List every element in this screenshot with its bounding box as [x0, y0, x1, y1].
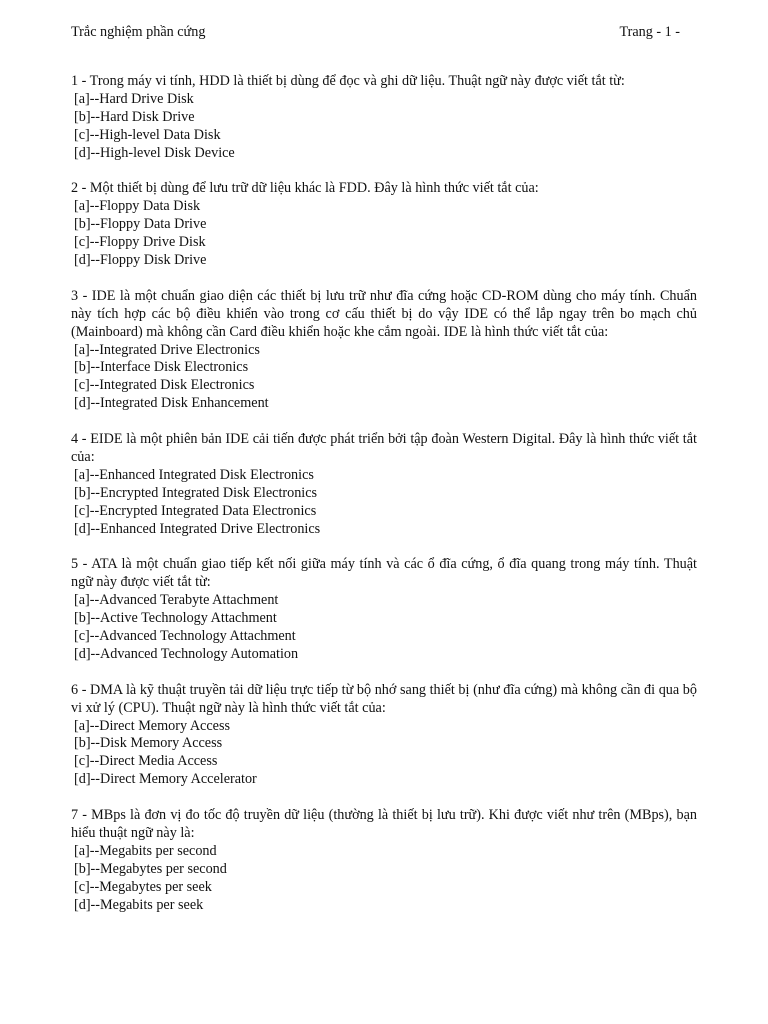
option-b: [b]--Megabytes per second: [74, 860, 227, 877]
option-a: [a]--Hard Drive Disk: [74, 90, 194, 107]
option-b: [b]--Active Technology Attachment: [74, 610, 277, 627]
option-a: [a]--Enhanced Integrated Disk Electronics: [74, 466, 314, 483]
option-d: [d]--Floppy Disk Drive: [74, 252, 207, 269]
option-b: [b]--Encrypted Integrated Disk Electronics: [74, 484, 318, 501]
option-d: [d]--Megabits per seek: [74, 896, 204, 913]
page-header: [71, 24, 680, 42]
option-b: [b]--Floppy Data Drive: [74, 216, 207, 233]
question-text: 3 - IDE là một chuẩn giao diện các thiết bị lưu trữ như đĩa cứng hoặc CD-ROM dùng cho máy tính. Chuẩn này tích hợp các bộ điều khiển vào trong cơ cấu thiết bị do vậy IDE có thể lắp ngay trên bo mạch chủ (Mainboard) mà không cần Card điều khiển hoặc khe cắm ngoài. IDE là hình thức viết tắt của:: [71, 287, 697, 340]
question-2: [71, 180, 697, 270]
option-c: [c]--Floppy Drive Disk: [74, 234, 206, 251]
option-b: [b]--Hard Disk Drive: [74, 108, 195, 125]
option-a: [a]--Floppy Data Disk: [74, 198, 201, 215]
option-c: [c]--Advanced Technology Attachment: [74, 628, 296, 645]
option-a: [a]--Direct Memory Access: [74, 717, 230, 734]
option-d: [d]--High-level Disk Device: [74, 144, 235, 161]
question-text: 1 - Trong máy vi tính, HDD là thiết bị dùng để đọc và ghi dữ liệu. Thuật ngữ này được viết tắt từ:: [71, 73, 625, 89]
question-text: 7 - MBps là đơn vị đo tốc độ truyền dữ liệu (thường là thiết bị lưu trữ). Khi được viết như trên (MBps), bạn hiểu thuật ngữ này là:: [71, 807, 697, 841]
option-b: [b]--Interface Disk Electronics: [74, 359, 249, 376]
option-c: [c]--Encrypted Integrated Data Electronics: [74, 502, 317, 519]
question-text: 5 - ATA là một chuẩn giao tiếp kết nối giữa máy tính và các ổ đĩa cứng, ổ đĩa quang trong máy tính. Thuật ngữ này được viết tắt từ:: [71, 556, 697, 591]
document-title: Trắc nghiệm phần cứng: [71, 24, 206, 40]
question-text: 6 - DMA là kỹ thuật truyền tải dữ liệu trực tiếp từ bộ nhớ sang thiết bị (như đĩa cứng) mà không cần đi qua bộ vi xử lý (CPU). Thuật ngữ này là hình thức viết tắt của:: [71, 681, 697, 716]
question-text: 4 - EIDE là một phiên bản IDE cải tiến được phát triển bởi tập đoàn Western Digital. Đây là hình thức viết tắt của:: [71, 431, 697, 465]
question-7: [71, 807, 697, 914]
question-list: [71, 73, 697, 932]
option-a: [a]--Integrated Drive Electronics: [74, 341, 260, 358]
option-c: [c]--Integrated Disk Electronics: [74, 377, 255, 394]
option-a: [a]--Advanced Terabyte Attachment: [74, 592, 279, 609]
question-text: 2 - Một thiết bị dùng để lưu trữ dữ liệu khác là FDD. Đây là hình thức viết tắt của:: [71, 180, 539, 197]
option-b: [b]--Disk Memory Access: [74, 735, 223, 752]
question-6: [71, 682, 697, 789]
option-d: [d]--Advanced Technology Automation: [74, 645, 299, 662]
option-d: [d]--Direct Memory Accelerator: [74, 771, 257, 788]
option-a: [a]--Megabits per second: [74, 842, 217, 859]
option-d: [d]--Integrated Disk Enhancement: [74, 395, 269, 412]
question-1: [71, 73, 697, 163]
option-c: [c]--High-level Data Disk: [74, 126, 221, 143]
question-3: [71, 288, 697, 413]
page-number: Trang - 1 -: [619, 24, 680, 40]
question-5: [71, 556, 697, 663]
option-d: [d]--Enhanced Integrated Drive Electronics: [74, 520, 321, 537]
option-c: [c]--Direct Media Access: [74, 753, 218, 770]
question-4: [71, 431, 697, 538]
option-c: [c]--Megabytes per seek: [74, 878, 212, 895]
